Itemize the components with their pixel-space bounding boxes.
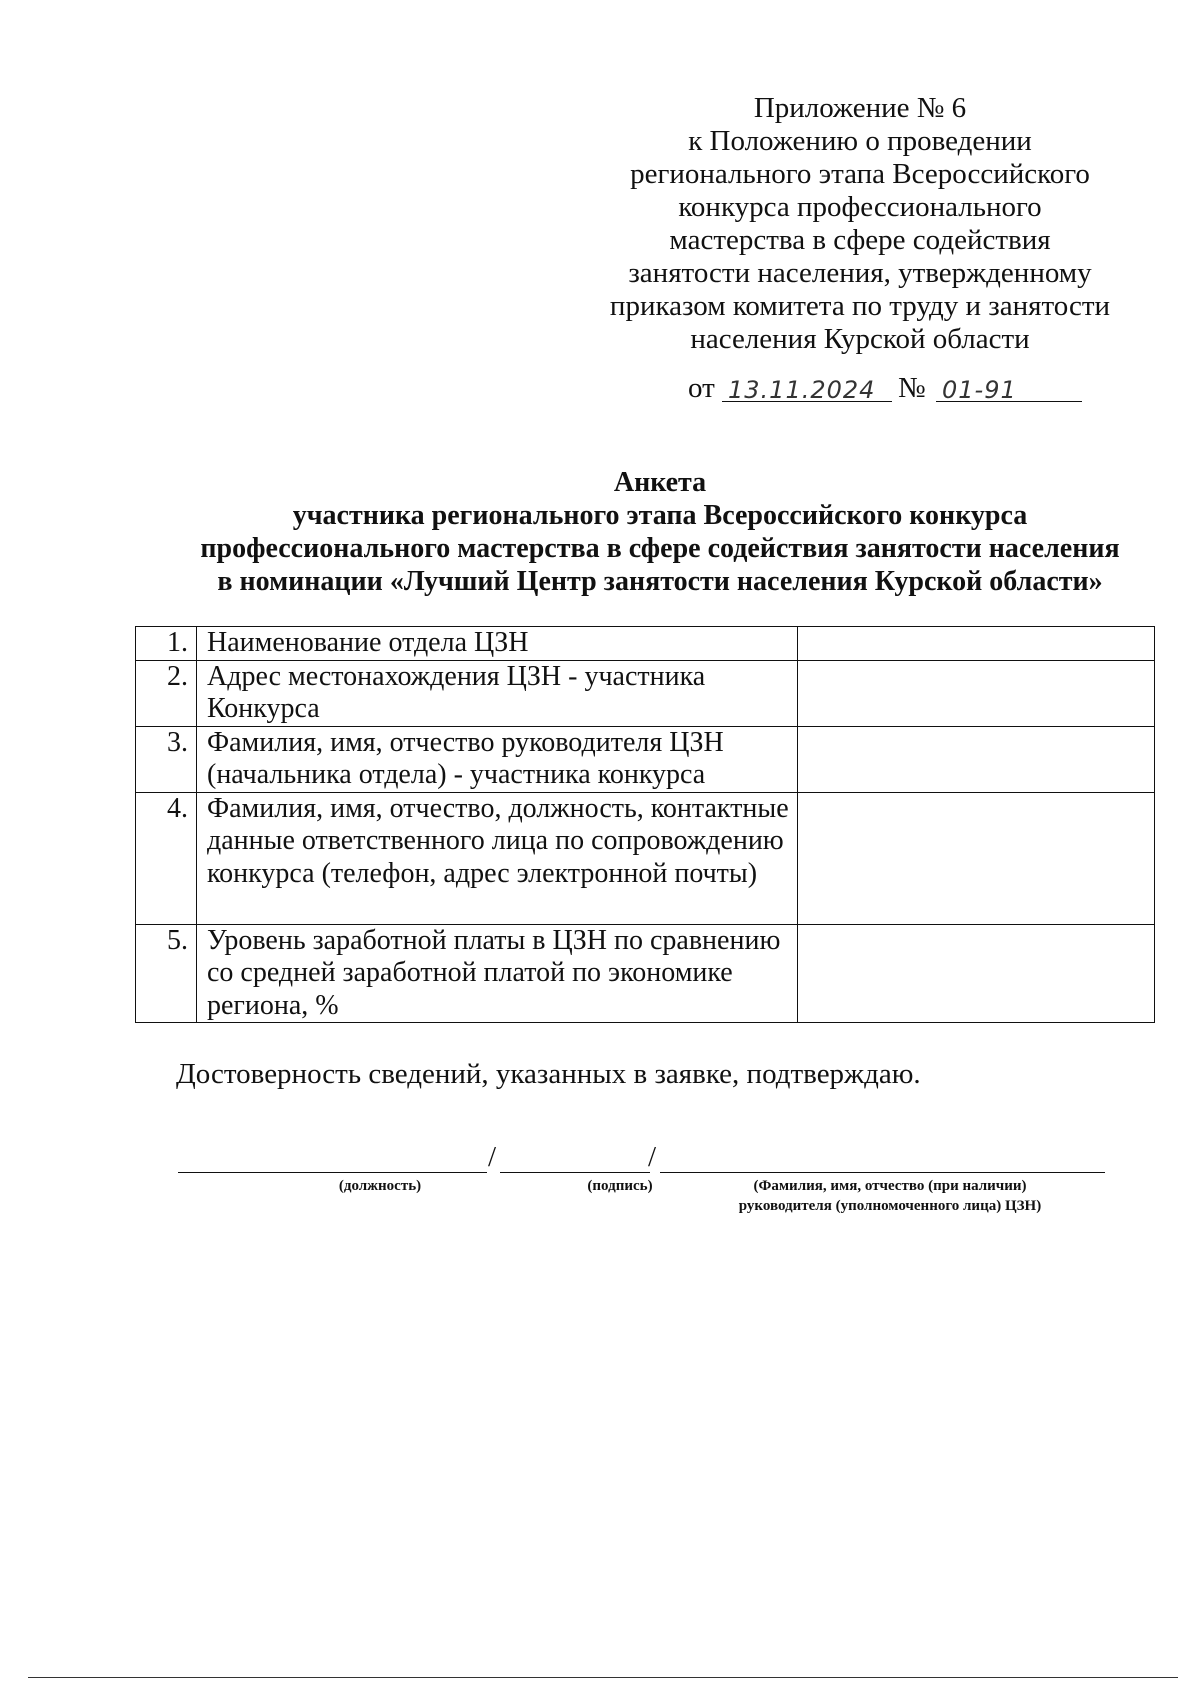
row-number: 5. (136, 924, 197, 1023)
row-label: Фамилия, имя, отчество, должность, контактные данные ответственного лица по сопровождению конкурса (телефон, адрес электронной почты) (197, 792, 798, 924)
appendix-line: конкурса профессионального (678, 191, 1042, 223)
table-row (136, 792, 1155, 924)
handwritten-number: 01-91 (942, 376, 1017, 404)
appendix-line: мастерства в сфере содействия (669, 224, 1051, 256)
signature-separator: / (488, 1141, 497, 1173)
caption-name-line2: руководителя (уполномоченного лица) ЦЗН) (738, 1198, 1042, 1214)
appendix-line: занятости населения, утвержденному (628, 257, 1092, 289)
signature-line[interactable] (500, 1172, 650, 1173)
order-date-number (688, 368, 1088, 408)
row-label: Фамилия, имя, отчество руководителя ЦЗН (начальника отдела) - участника конкурса (197, 726, 798, 792)
form-title (120, 466, 1200, 598)
appendix-line: населения Курской области (690, 323, 1030, 355)
appendix-line: к Положению о проведении (688, 125, 1032, 157)
date-prefix: от (688, 372, 715, 404)
row-label: Адрес местонахождения ЦЗН - участника Конкурса (197, 660, 798, 726)
row-value-field[interactable] (798, 924, 1155, 1023)
confirmation-statement: Достоверность сведений, указанных в заявке, подтверждаю. (176, 1058, 921, 1090)
caption-position: (должность) (338, 1178, 422, 1194)
row-number: 4. (136, 792, 197, 924)
table-row (136, 924, 1155, 1023)
title-line: в номинации «Лучший Центр занятости населения Курской области» (217, 566, 1103, 597)
row-number: 1. (136, 627, 197, 661)
row-value-field[interactable] (798, 660, 1155, 726)
title-line: профессионального мастерства в сфере содействия занятости населения (200, 533, 1120, 564)
table-row (136, 726, 1155, 792)
table-row (136, 660, 1155, 726)
position-line[interactable] (178, 1172, 487, 1173)
row-label: Наименование отдела ЦЗН (197, 627, 798, 661)
caption-name-line1: (Фамилия, имя, отчество (при наличии) (753, 1178, 1027, 1194)
caption-signature: (подпись) (587, 1178, 653, 1194)
row-label: Уровень заработной платы в ЦЗН по сравнению со средней заработной платой по экономике региона, % (197, 924, 798, 1023)
title-line: Анкета (613, 467, 707, 498)
table-row (136, 627, 1155, 661)
page-bottom-rule (28, 1677, 1178, 1678)
number-prefix: № (898, 372, 926, 404)
row-value-field[interactable] (798, 627, 1155, 661)
appendix-line: Приложение № 6 (753, 92, 967, 124)
row-value-field[interactable] (798, 792, 1155, 924)
row-number: 3. (136, 726, 197, 792)
questionnaire-table (135, 626, 1155, 1023)
full-name-line[interactable] (660, 1172, 1105, 1173)
appendix-line: приказом комитета по труду и занятости (609, 290, 1111, 322)
row-number: 2. (136, 660, 197, 726)
title-line: участника регионального этапа Всероссийского конкурса (292, 500, 1028, 531)
appendix-line: регионального этапа Всероссийского (630, 158, 1090, 190)
row-value-field[interactable] (798, 726, 1155, 792)
handwritten-date: 13.11.2024 (728, 376, 876, 404)
appendix-header (580, 92, 1140, 356)
signature-separator: / (648, 1141, 657, 1173)
